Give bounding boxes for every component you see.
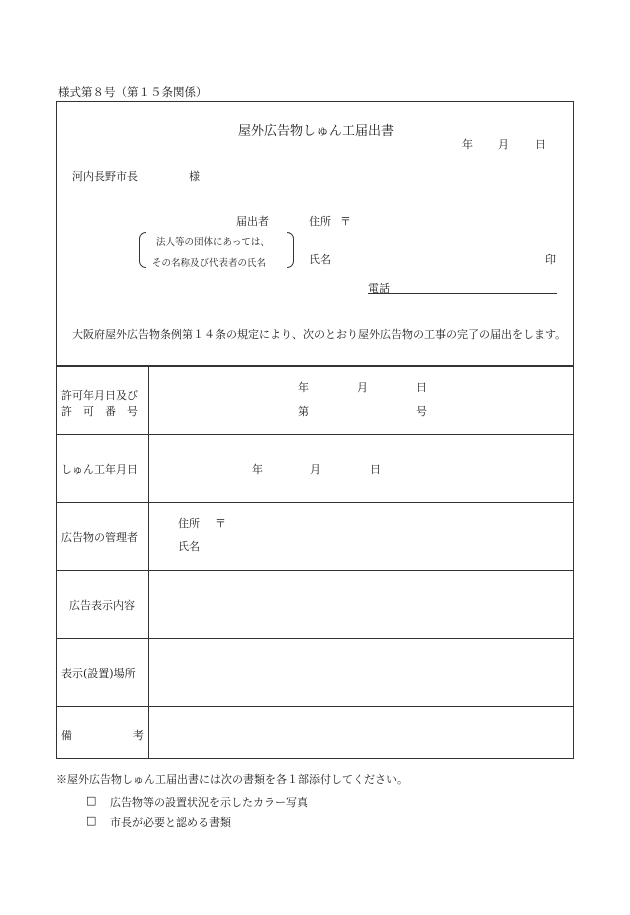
permit-year-label: 年	[298, 381, 309, 394]
checkbox-other-docs: □	[86, 814, 97, 827]
remarks-label-part1: 備	[61, 729, 72, 742]
phone-label: 電話	[368, 282, 390, 295]
permit-day-label: 日	[416, 381, 427, 394]
applicant-address-label: 住所	[309, 215, 331, 228]
org-note-line1: 法人等の団体にあっては、	[156, 237, 270, 248]
applicant-name-label: 氏名	[309, 253, 331, 266]
remarks-label-part2: 考	[133, 729, 144, 742]
completion-month-label: 月	[310, 463, 321, 476]
addressee: 河内長野市長	[72, 170, 138, 183]
manager-name-label: 氏名	[178, 540, 200, 553]
location-row	[57, 638, 573, 706]
content-label: 広告表示内容	[69, 599, 135, 612]
statement-text: 大阪府屋外広告物条例第１４条の規定により、次のとおり屋外広告物の工事の完了の届出をします。	[72, 328, 567, 341]
completion-row	[57, 434, 573, 502]
remarks-row	[57, 706, 573, 758]
permit-month-label: 月	[357, 381, 368, 394]
manager-label-cell	[57, 503, 149, 570]
remarks-label-cell	[57, 707, 149, 758]
content-row	[57, 570, 573, 638]
document-title: 屋外広告物しゅん工届出書	[237, 124, 394, 139]
attachment-note: ※屋外広告物しゅん工届出書には次の書類を各１部添付してください。	[56, 773, 408, 786]
notifier-label: 届出者	[236, 215, 269, 228]
attachment-item-other-docs: 市長が必要と認める書類	[110, 816, 231, 829]
honorific: 様	[189, 170, 200, 183]
permit-label-cell	[57, 367, 149, 434]
manager-label: 広告物の管理者	[61, 531, 138, 544]
notice-section	[56, 101, 574, 366]
details-table	[56, 366, 574, 759]
completion-day-label: 日	[370, 463, 381, 476]
permit-number-suffix: 号	[416, 405, 427, 418]
location-label: 表示(設置)場所	[61, 667, 136, 680]
date-day-label: 日	[535, 138, 546, 151]
manager-row	[57, 502, 573, 570]
location-label-cell	[57, 639, 149, 706]
completion-label-cell	[57, 435, 149, 502]
permit-label-line2: 許可番号	[61, 405, 149, 418]
phone-field-line	[368, 293, 557, 294]
seal-mark: 印	[545, 253, 556, 266]
completion-label: しゅん工年月日	[61, 463, 138, 476]
permit-row	[57, 366, 573, 434]
left-bracket	[139, 232, 146, 268]
permit-label-line1: 許可年月日及び	[61, 389, 138, 402]
permit-number-prefix: 第	[298, 405, 309, 418]
attachment-item-photo: 広告物等の設置状況を示したカラー写真	[110, 796, 308, 809]
org-note-line2: その名称及び代表者の氏名	[152, 258, 267, 269]
date-year-label: 年	[462, 138, 473, 151]
content-label-cell	[57, 571, 149, 638]
postal-mark: 〒	[340, 215, 351, 228]
manager-address-label: 住所	[178, 517, 200, 530]
completion-year-label: 年	[252, 463, 263, 476]
manager-postal-mark: 〒	[215, 517, 226, 530]
checkbox-photo: □	[86, 794, 97, 807]
right-bracket	[287, 232, 294, 268]
form-number: 様式第８号（第１５条関係）	[58, 85, 208, 99]
date-month-label: 月	[498, 138, 509, 151]
